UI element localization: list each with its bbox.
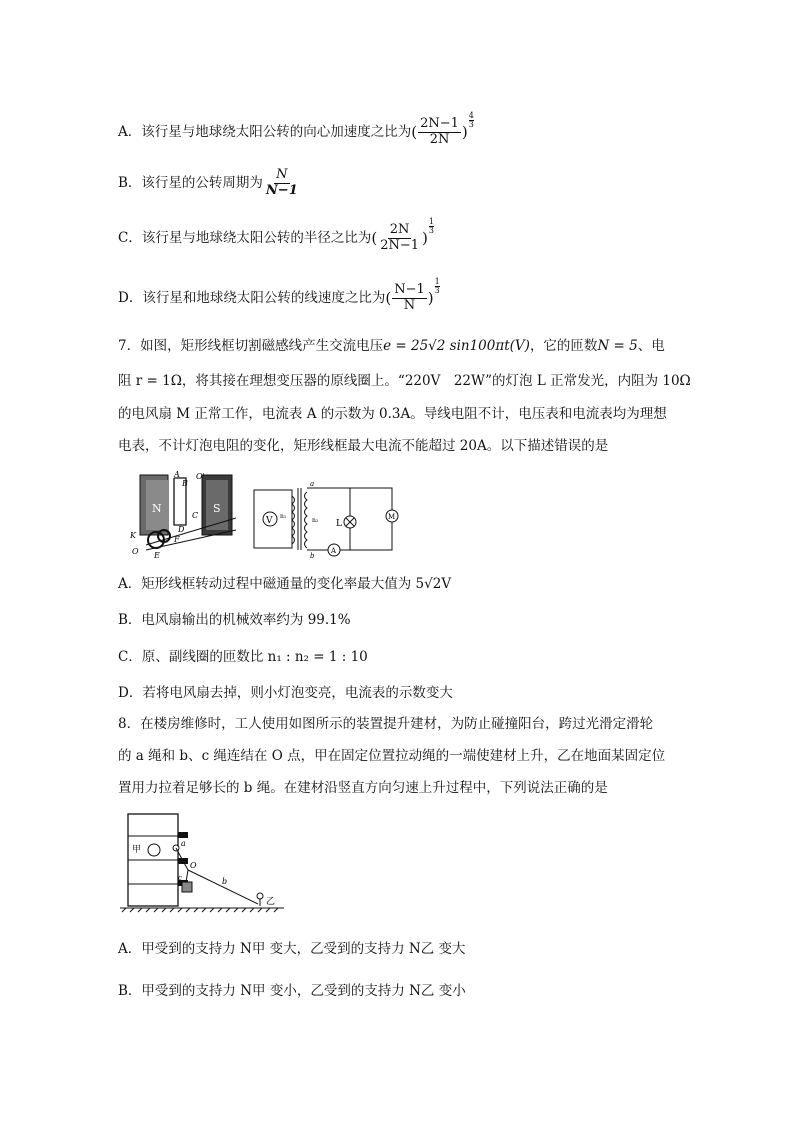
option-text: D．该行星和地球绕太阳公转的线速度之比为 [118, 290, 386, 306]
svg-text:V: V [266, 516, 273, 526]
svg-text:B: B [182, 479, 188, 488]
svg-text:D: D [178, 525, 185, 534]
exponent: $\frac{1}{3}$ [428, 217, 434, 235]
q7-stem-line3: 的电风扇 M 正常工作，电流表 A 的示数为 0.3A。导线电阻不计，电压表和电流表均为理想 [118, 406, 667, 422]
q8-option-b: B．甲受到的支持力 N甲 变小，乙受到的支持力 N乙 变小 [118, 983, 466, 999]
building-pulley-figure [118, 812, 288, 914]
q6-option-b [118, 168, 301, 199]
svg-text:b: b [310, 552, 315, 560]
q7-option-b: B．电风扇输出的机械效率约为 99.1% [118, 612, 351, 628]
svg-text:a: a [310, 480, 315, 488]
fraction: $\frac{N-1}{N}$ [394, 282, 425, 313]
svg-text:O': O' [196, 472, 205, 481]
option-text: B．该行星的公转周期为 [118, 174, 263, 191]
svg-text:C: C [192, 511, 199, 520]
svg-text:c: c [178, 874, 182, 882]
fraction: $\frac{2N-1}{2N}$ [420, 116, 459, 147]
secondary-coil [305, 492, 308, 548]
svg-text:L: L [336, 519, 342, 529]
exponent: $\frac{4}{3}$ [468, 111, 474, 129]
exponent: $\frac{1}{3}$ [434, 277, 440, 295]
svg-text:甲: 甲 [132, 845, 142, 855]
option-text: A．该行星与地球绕太阳公转的向心加速度之比为 [118, 124, 412, 140]
svg-text:M: M [388, 513, 396, 521]
svg-text:A: A [331, 547, 337, 555]
svg-text:A: A [174, 470, 180, 479]
q7-option-d: D．若将电风扇去掉，则小灯泡变亮，电流表的示数变大 [118, 685, 453, 701]
svg-text:n₁: n₁ [280, 513, 287, 520]
svg-text:K: K [130, 531, 136, 540]
q6-option-c: C．该行星与地球绕太阳公转的半径之比为( $\frac{2N}{2N-1}$ ) $\frac{1}{3}$ [118, 217, 434, 253]
q7-stem-line2: 阻 r = 1Ω，将其接在理想变压器的原线圈上。“220V 22W”的灯泡 L 正常发光，内阻为 10Ω [118, 373, 691, 389]
svg-text:乙: 乙 [266, 897, 276, 907]
svg-text:O: O [190, 861, 197, 870]
q7-stem-line1: 7．如图，矩形线框切割磁感线产生交流电压e = 25√2 sin100πt(V)，它的匝数N = 5、电 [118, 338, 665, 354]
q8-stem-line2: 的 a 绳和 b、c 绳连结在 O 点，甲在固定位置拉动绳的一端使建材上升，乙在地面某固定位 [118, 748, 666, 764]
svg-text:n₂: n₂ [312, 517, 319, 524]
svg-text:E: E [154, 551, 160, 560]
fraction: $\frac{2N}{2N-1}$ [380, 222, 420, 253]
q6-option-a: A．该行星与地球绕太阳公转的向心加速度之比为( $\frac{2N-1}{2N}$ ) $\frac{4}{3}$ [118, 111, 474, 147]
q6-option-d: D．该行星和地球绕太阳公转的线速度之比为( $\frac{N-1}{N}$ ) $\frac{1}{3}$ [118, 277, 440, 313]
svg-text:O: O [132, 547, 139, 556]
generator-figure [126, 470, 248, 560]
fraction: $\frac{N}{N-1}$ [265, 167, 298, 198]
svg-text:b: b [222, 877, 228, 886]
building-material [182, 882, 192, 892]
q7-option-a: A．矩形线框转动过程中磁通量的变化率最大值为 5√2V [118, 576, 452, 592]
q7-stem-line4: 电表，不计灯泡电阻的变化，矩形线框最大电流不能超过 20A。以下描述错误的是 [118, 438, 609, 454]
q8-stem-line3: 置用力拉着足够长的 b 绳。在建材沿竖直方向匀速上升过程中，下列说法正确的是 [118, 780, 608, 796]
transformer-circuit-figure [250, 478, 400, 560]
q8-option-a: A．甲受到的支持力 N甲 变大，乙受到的支持力 N乙 变大 [118, 941, 466, 957]
q7-option-c: C．原、副线圈的匝数比 n₁ : n₂ = 1 : 10 [118, 649, 368, 665]
label-s: S [213, 502, 221, 515]
option-text: C．该行星与地球绕太阳公转的半径之比为 [118, 230, 372, 246]
q8-stem-line1: 8．在楼房维修时，工人使用如图所示的装置提升建材，为防止碰撞阳台，跨过光滑定滑轮 [118, 716, 654, 732]
primary-coil [292, 496, 295, 544]
svg-text:F: F [174, 535, 180, 544]
svg-text:a: a [181, 839, 186, 848]
label-n: N [152, 502, 162, 515]
